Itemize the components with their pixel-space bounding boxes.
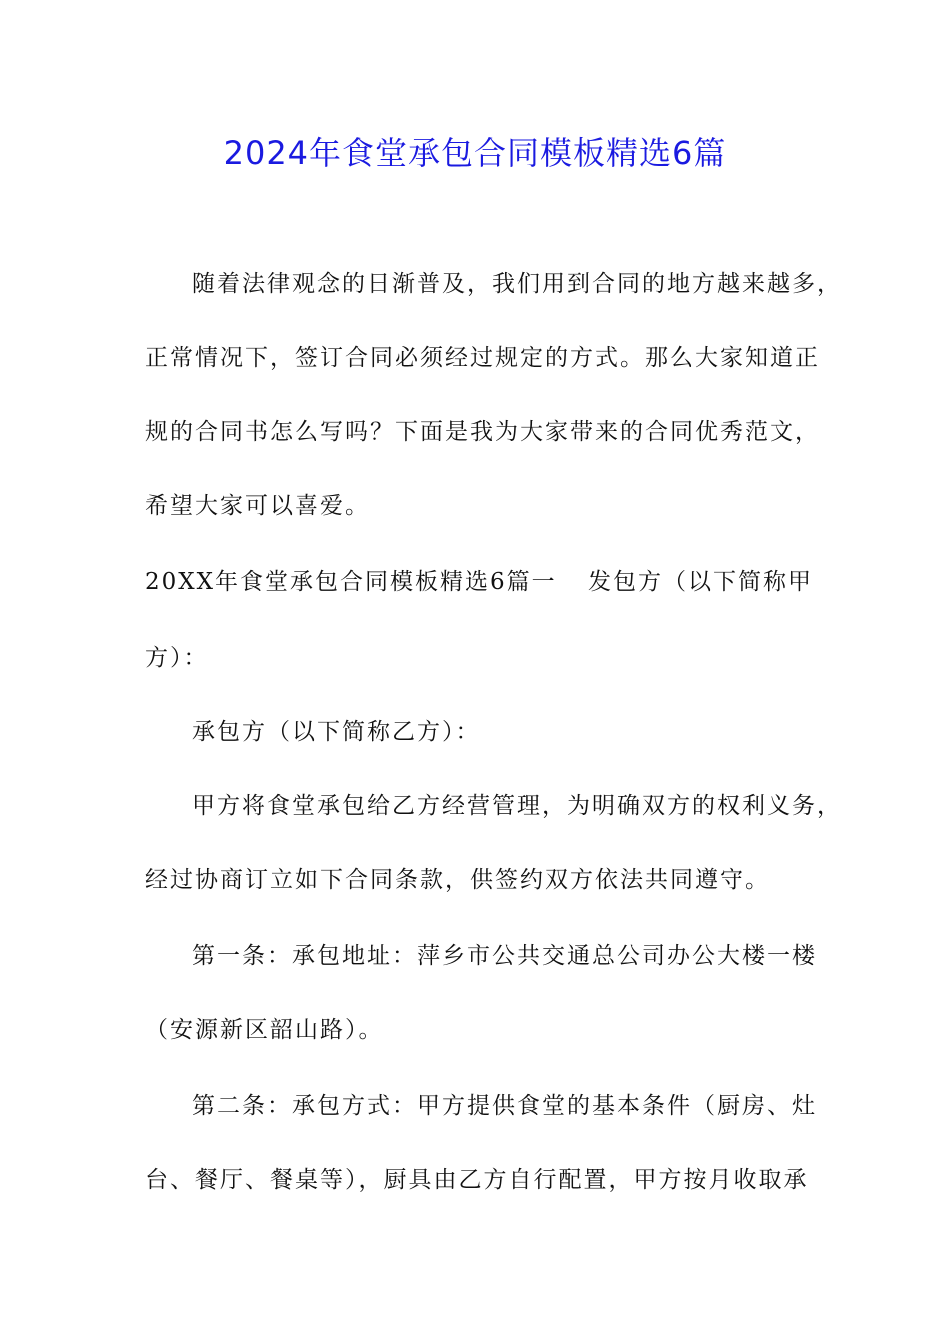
paragraph-line: 随着法律观念的日渐普及，我们用到合同的地方越来越多，	[192, 271, 842, 297]
paragraph-line: 规的合同书怎么写吗？下面是我为大家带来的合同优秀范文，	[145, 419, 820, 445]
document-title: 2024年食堂承包合同模板精选6篇	[223, 134, 727, 172]
paragraph-line: （安源新区韶山路）。	[145, 1017, 384, 1043]
paragraph-line: 台、餐厅、餐桌等），厨具由乙方自行配置，甲方按月收取承	[145, 1167, 809, 1193]
paragraph-line: 经过协商订立如下合同条款，供签约双方依法共同遵守。	[145, 867, 770, 893]
paragraph-line: 承包方（以下简称乙方）：	[192, 719, 481, 745]
paragraph-line: 正常情况下，签订合同必须经过规定的方式。那么大家知道正	[145, 345, 820, 371]
paragraph-line: 第二条：承包方式：甲方提供食堂的基本条件（厨房、灶	[192, 1093, 817, 1119]
paragraph-line: 甲方将食堂承包给乙方经营管理，为明确双方的权利义务，	[192, 793, 842, 819]
section-heading: 20XX年食堂承包合同模板精选6篇一	[145, 569, 557, 595]
paragraph-line: 方）：	[145, 645, 209, 671]
paragraph-line: 第一条：承包地址：萍乡市公共交通总公司办公大楼一楼	[192, 943, 817, 969]
paragraph-line: 发包方（以下简称甲	[588, 569, 813, 595]
paragraph-line: 希望大家可以喜爱。	[145, 493, 370, 519]
